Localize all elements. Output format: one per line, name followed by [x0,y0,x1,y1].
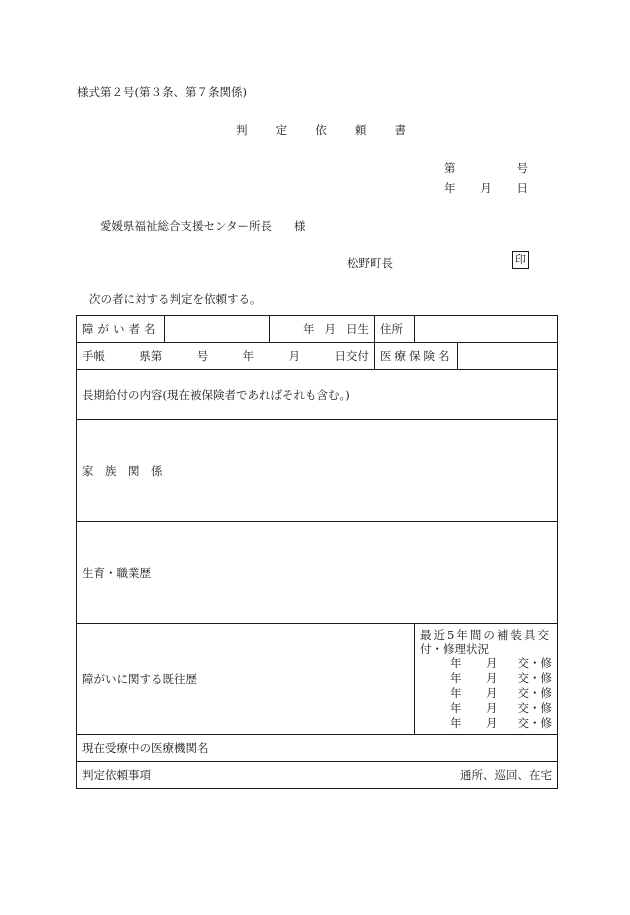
form-number: 様式第２号(第３条、第７条関係) [77,85,247,99]
document-title [236,122,406,138]
dob-day: 日生 [346,322,369,336]
title-char: 依 [315,123,327,137]
supplies-entry: 年 月 交・修 [450,670,552,685]
family-relations-field[interactable] [77,420,558,522]
table-row [77,735,558,762]
supplies-entry: 年 月 交・修 [450,655,552,670]
insurance-label: 医療保険名 [375,343,458,370]
handbook-go: 号 [196,349,209,363]
request-items-field[interactable] [77,762,558,789]
handbook-year: 年 [242,349,255,363]
career-history-label: 生育・職業歴 [82,565,151,580]
medical-history-field[interactable] [77,624,415,735]
insurance-field[interactable] [458,343,558,370]
date-year: 年 [444,181,456,195]
table-row [77,420,558,522]
document-date [444,180,528,196]
handbook-label: 手帳 [82,349,105,363]
table-row [77,624,558,735]
current-institution-label: 現在受療中の医療機関名 [82,741,209,755]
request-options: 通所、巡回、在宅 [460,768,552,782]
handbook-pref: 県第 [139,349,163,363]
date-day: 日 [516,181,528,195]
name-label: 障がい者名 [77,316,165,343]
birthdate-field[interactable] [270,316,375,343]
supplies-entry: 年 月 交・修 [450,715,552,730]
number-suffix: 号 [516,161,528,175]
name-field[interactable] [165,316,270,343]
title-char: 頼 [354,123,367,137]
table-row [77,762,558,789]
table-row [77,370,558,420]
addressee-honorific: 様 [294,219,306,233]
supplies-field[interactable] [415,624,558,735]
title-char: 定 [275,123,288,137]
document-number [444,160,528,176]
current-institution-field[interactable] [77,735,558,762]
table-row [77,343,558,370]
date-month: 月 [480,181,492,195]
address-label: 住所 [375,316,415,343]
handbook-month: 月 [288,349,301,363]
dob-year: 年 [303,322,315,336]
family-relations-label: 家 族 関 係 [82,463,163,478]
sender: 松野町長 [347,256,393,270]
handbook-issued: 日交付 [334,349,369,363]
addressee [100,218,306,234]
title-char: 書 [394,123,406,137]
table-row [77,316,558,343]
addressee-name: 愛媛県福祉総合支援センター所長 [100,219,273,233]
supplies-entry: 年 月 交・修 [450,685,552,700]
request-items-label: 判定依頼事項 [82,768,151,782]
long-term-benefit-field[interactable] [77,370,558,420]
supplies-heading: 最近5年間の補装具交 付・修理状況 [420,627,551,656]
request-form-table [76,315,558,789]
medical-history-label: 障がいに関する既往歴 [82,672,197,686]
intro-text: 次の者に対する判定を依頼する。 [89,292,262,306]
table-row [77,522,558,624]
seal-stamp: 印 [512,251,529,269]
career-history-field[interactable] [77,522,558,624]
address-field[interactable] [415,316,558,343]
long-term-benefit-label: 長期給付の内容(現在被保険者であればそれも含む。) [82,387,350,402]
supplies-entry: 年 月 交・修 [450,700,552,715]
handbook-field[interactable] [77,343,375,370]
number-prefix: 第 [444,161,456,175]
title-char: 判 [236,123,248,137]
dob-month: 月 [324,322,336,336]
